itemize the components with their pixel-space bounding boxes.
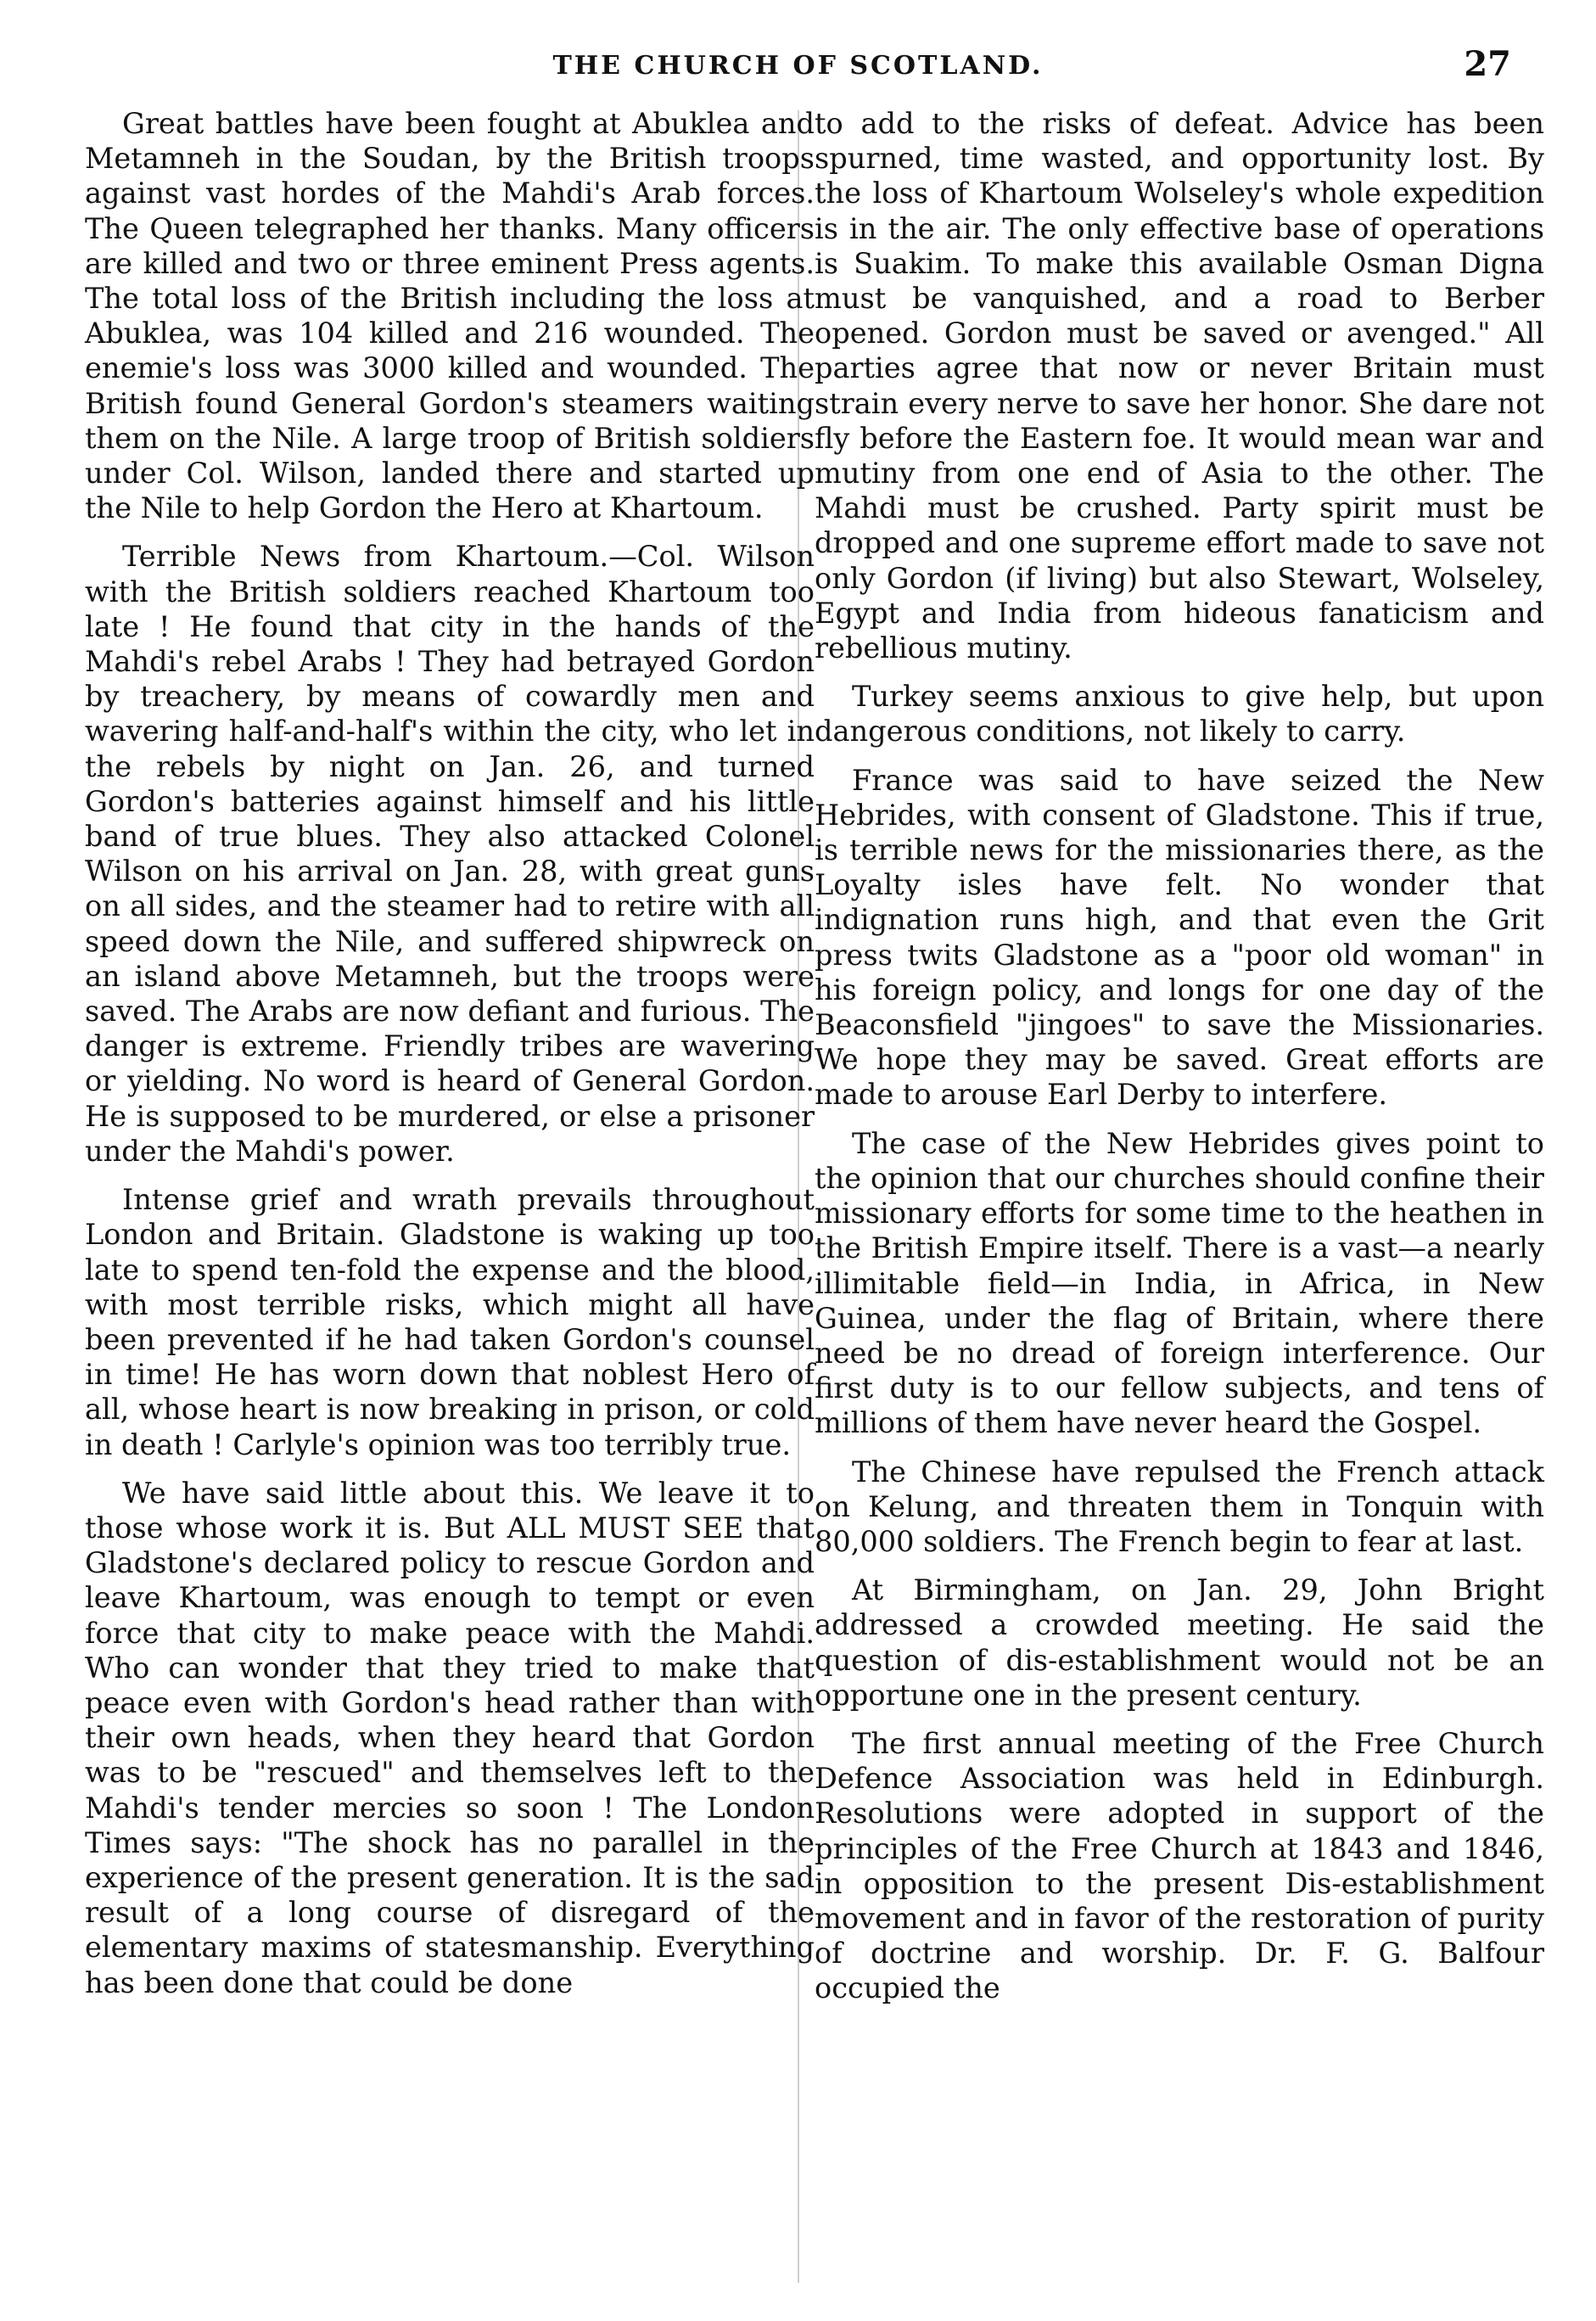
paragraph-chinese: The Chinese have repulsed the French attack on Kelung, and threaten them in Tonquin with 80,000 soldiers. The French begin to fear at last. xyxy=(815,1455,1544,1558)
paragraph-battles: Great battles have been fought at Abuklea and Metamneh in the Soudan, by the British troops against vast hordes of the Mahdi's Arab forces. The Queen telegraphed her thanks. Many officers are killed and two or three eminent Press agents. The total loss of the British including the loss at Abuklea, was 104 killed and 216 wounded. The enemie's loss was 3000 killed and wounded. The British found General Gordon's steamers waiting them on the Nile. A large troop of British soldiers under Col. Wilson, landed there and started up the Nile to help Gordon the Hero at Khartoum. xyxy=(85,107,815,525)
page-number: 27 xyxy=(1464,44,1511,84)
paragraph-terrible-news: Terrible News from Khartoum.—Col. Wilson with the British soldiers reached Khartoum too late ! He found that city in the hands of the Mahdi's rebel Arabs ! They had betrayed Gordon by treachery, by means of cowardly men and wavering half-and-half's within the city, who let in the rebels by night on Jan. 26, and turned Gordon's batteries against himself and his little band of true blues. They also attacked Colonel Wilson on his arrival on Jan. 28, with great guns on all sides, and the steamer had to retire with all speed down the Nile, and suffered shipwreck on an island above Metamneh, but the troops were saved. The Arabs are now defiant and furious. The danger is extreme. Friendly tribes are wavering or yielding. No word is heard of General Gordon. He is supposed to be murdered, or else a prisoner under the Mahdi's power. xyxy=(85,540,815,1168)
paragraph-france: France was said to have seized the New Hebrides, with consent of Gladstone. This if true, is terrible news for the missionaries there, as the Loyalty isles have felt. No wonder that indignation runs high, and that even the Grit press twits Gladstone as a "poor old woman" in his foreign policy, and longs for one day of the Beaconsfield "jingoes" to save the Missionaries. We hope they may be saved. Great efforts are made to arouse Earl Derby to interfere. xyxy=(815,763,1544,1112)
paragraph-continued-quote: to add to the risks of defeat. Advice has been spurned, time wasted, and opportunity lost. By the loss of Khartoum Wolseley's whole expedition is in the air. The only effective base of operations is Suakim. To make this available Osman Digna must be vanquished, and a road to Berber opened. Gordon must be saved or avenged." All parties agree that now or never Britain must strain every nerve to save her honor. She dare not fly before the Eastern foe. It would mean war and mutiny from one end of Asia to the other. The Mahdi must be crushed. Party spirit must be dropped and one supreme effort made to save not only Gordon (if living) but also Stewart, Wolseley, Egypt and India from hideous fanaticism and rebellious mutiny. xyxy=(815,107,1544,665)
paragraph-turkey: Turkey seems anxious to give help, but upon dangerous conditions, not likely to carry. xyxy=(815,680,1544,748)
left-column xyxy=(85,106,815,2000)
paragraph-new-hebrides: The case of the New Hebrides gives point to the opinion that our churches should confine their missionary efforts for some time to the heathen in the British Empire itself. There is a vast—a nearly illimitable field—in India, in Africa, in New Guinea, under the flag of Britain, where there need be no dread of foreign interference. Our first duty is to our fellow subjects, and tens of millions of them have never heard the Gospel. xyxy=(815,1126,1544,1440)
paragraph-gladstone-policy: We have said little about this. We leave it to those whose work it is. But ALL MUST SEE that Gladstone's declared policy to rescue Gordon and leave Khartoum, was enough to tempt or even force that city to make peace with the Mahdi. Who can wonder that they tried to make that peace even with Gordon's head rather than with their own heads, when they heard that Gordon was to be "rescued" and themselves left to the Mahdi's tender mercies so soon ! The London Times says: "The shock has no parallel in the experience of the present generation. It is the sad result of a long course of disregard of the elementary maxims of statesmanship. Everything has been done that could be done xyxy=(85,1476,815,1999)
paragraph-free-church: The first annual meeting of the Free Church Defence Association was held in Edinburgh. Resolutions were adopted in support of the principles of the Free Church at 1843 and 1846, in opposition to the present Dis-establishment movement and in favor of the restoration of purity of doctrine and worship. Dr. F. G. Balfour occupied the xyxy=(815,1726,1544,2005)
paragraph-birmingham: At Birmingham, on Jan. 29, John Bright addressed a crowded meeting. He said the question of dis-establishment would not be an opportune one in the present century. xyxy=(815,1573,1544,1712)
running-title: THE CHURCH OF SCOTLAND. xyxy=(552,51,1044,81)
paragraph-intense-grief: Intense grief and wrath prevails throughout London and Britain. Gladstone is waking up too late to spend ten-fold the expense and the blood, with most terrible risks, which might all have been prevented if he had taken Gordon's counsel in time! He has worn down that noblest Hero of all, whose heart is now breaking in prison, or cold in death ! Carlyle's opinion was too terribly true. xyxy=(85,1183,815,1461)
right-column xyxy=(815,106,1544,2006)
page-header xyxy=(0,44,1596,95)
